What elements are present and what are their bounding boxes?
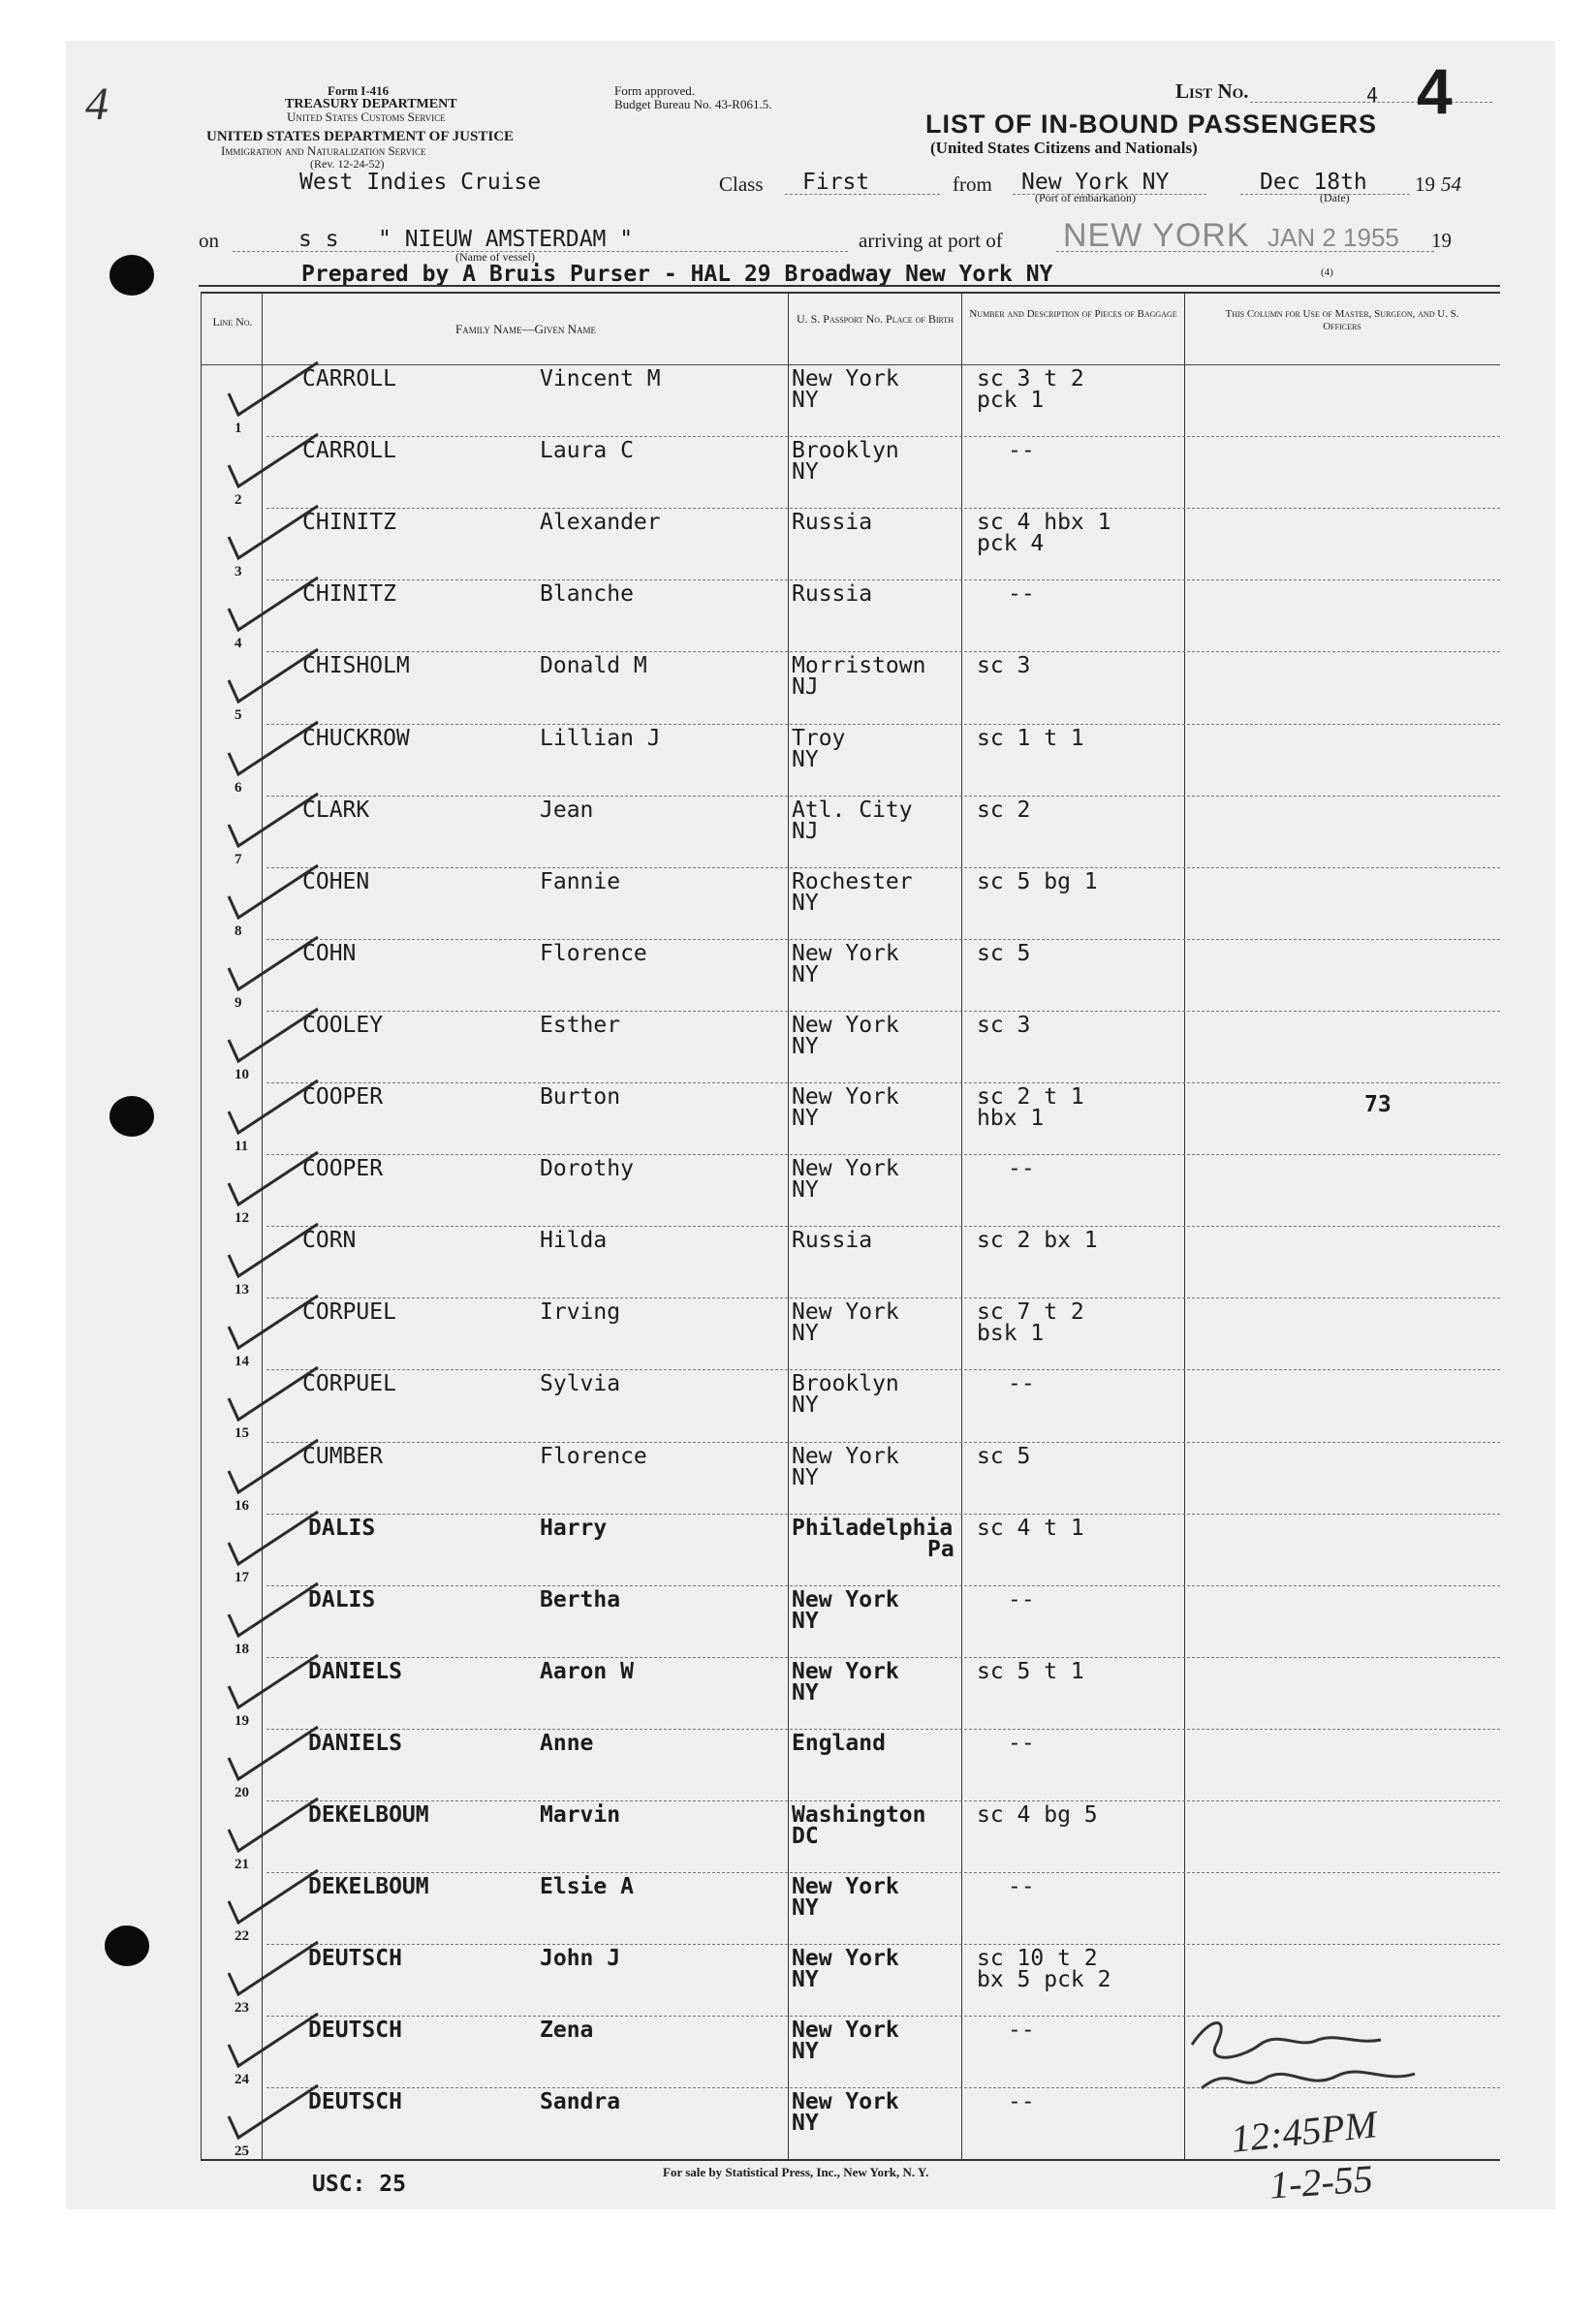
- form-number: Form I-416: [328, 83, 390, 98]
- baggage-line-1: sc 1 t 1: [977, 725, 1084, 751]
- given-name: Dorothy: [540, 1156, 634, 1182]
- line-number: 7: [235, 851, 242, 867]
- given-name: Elsie A: [540, 1874, 634, 1900]
- check-mark-icon: [221, 1719, 328, 1797]
- family-name: COHEN: [302, 868, 370, 894]
- check-mark-icon: [221, 2006, 328, 2083]
- baggage-line-1: sc 3 t 2: [977, 366, 1084, 391]
- line-number: 22: [235, 1928, 249, 1945]
- row-divider: [266, 1226, 1500, 1227]
- row-divider: [266, 1729, 1500, 1730]
- check-mark-icon: [221, 929, 328, 1007]
- vessel-prefix: s s: [298, 227, 339, 252]
- header-name: Family Name—Given Name: [455, 322, 596, 336]
- birth-place: Russia: [792, 1228, 873, 1254]
- family-name: DANIELS: [308, 1730, 402, 1756]
- family-name: CORN: [302, 1228, 357, 1254]
- given-name: Alexander: [540, 510, 661, 536]
- line-number: 2: [235, 492, 242, 509]
- birth-state: NY: [792, 1679, 819, 1706]
- given-name: Florence: [540, 940, 647, 966]
- birth-state: NY: [792, 1393, 819, 1419]
- check-mark-icon: [221, 1862, 328, 1940]
- arrival-line: [1056, 251, 1434, 252]
- row-divider: [266, 1514, 1500, 1515]
- birth-place: Brooklyn: [792, 438, 899, 464]
- line-number: 25: [235, 2144, 249, 2160]
- arrival-year-suffix: 19: [1431, 229, 1452, 252]
- line-number: 6: [235, 779, 242, 796]
- line-number: 11: [235, 1139, 249, 1154]
- family-name: CORPUEL: [302, 1371, 396, 1397]
- check-mark-icon: [221, 570, 328, 647]
- check-mark-icon: [221, 714, 328, 792]
- given-name: Sylvia: [540, 1371, 621, 1397]
- birth-place: New York: [792, 940, 899, 966]
- birth-place: Russia: [792, 510, 873, 536]
- class-label: Class: [719, 172, 764, 196]
- check-mark-icon: [221, 786, 328, 863]
- given-name: Vincent M: [540, 366, 661, 391]
- birth-state: NY: [792, 1106, 819, 1131]
- footnote-marker: (4): [1321, 266, 1333, 278]
- list-no-label: List No.: [1175, 79, 1249, 103]
- birth-state: NY: [792, 1177, 819, 1204]
- given-name: John J: [540, 1946, 621, 1972]
- row-divider: [266, 1585, 1500, 1586]
- birth-place: New York: [792, 1586, 899, 1612]
- check-mark-icon: [221, 355, 328, 432]
- header-officers: This Column for Use of Master, Surgeon, and U. S. Officers: [1225, 308, 1459, 332]
- family-name: DEUTSCH: [308, 1946, 402, 1972]
- row-divider: [266, 579, 1500, 580]
- birth-place: Troy: [792, 725, 846, 751]
- binder-hole-bottom: [105, 1925, 149, 1966]
- handwritten-date: 1-2-55: [1267, 2156, 1375, 2207]
- justice-department: UNITED STATES DEPARTMENT OF JUSTICE: [206, 129, 515, 144]
- handwritten-time: 12:45PM: [1229, 2102, 1380, 2161]
- line-number: 15: [235, 1425, 249, 1442]
- list-no-value: 4: [1366, 83, 1379, 107]
- birth-state: NY: [792, 890, 819, 916]
- baggage-line-1: sc 5: [977, 1443, 1031, 1469]
- port-caption: (Port of embarkation): [1035, 191, 1136, 204]
- line-number: 16: [235, 1497, 249, 1514]
- birth-place: Russia: [792, 581, 873, 608]
- line-number: 24: [235, 2072, 249, 2088]
- baggage-line-1: sc 3: [977, 1012, 1031, 1038]
- class-line: [785, 194, 940, 195]
- given-name: Hilda: [540, 1228, 608, 1254]
- header-passport: U. S. Passport No. Place of Birth: [796, 312, 954, 326]
- baggage-line-1: sc 5 t 1: [977, 1658, 1084, 1684]
- check-mark-icon: [221, 498, 328, 576]
- row-divider: [266, 508, 1500, 509]
- family-name: CHINITZ: [302, 510, 396, 536]
- line-number: 8: [235, 923, 242, 939]
- check-mark-icon: [221, 1144, 328, 1222]
- line-number: 10: [235, 1066, 249, 1082]
- line-number: 17: [235, 1569, 249, 1585]
- birth-state: DC: [792, 1824, 819, 1849]
- family-name: DEUTSCH: [308, 2089, 402, 2115]
- given-name: Lillian J: [540, 725, 661, 751]
- baggage-line-1: --: [1008, 1371, 1035, 1397]
- baggage-line-1: sc 10 t 2: [977, 1946, 1098, 1972]
- row-divider: [266, 939, 1500, 940]
- birth-state: NY: [792, 2111, 819, 2137]
- birth-state: NJ: [792, 674, 819, 701]
- birth-place: New York: [792, 1874, 899, 1900]
- line-number: 14: [235, 1354, 249, 1370]
- document-subtitle: (United States Citizens and Nationals): [930, 139, 1198, 157]
- baggage-line-1: --: [1008, 1874, 1035, 1900]
- birth-place: New York: [792, 2089, 899, 2115]
- birth-place: New York: [792, 1084, 899, 1110]
- header-bottom-rule: [201, 364, 1500, 365]
- family-name: DALIS: [308, 1586, 376, 1612]
- family-name: DEUTSCH: [308, 2018, 402, 2044]
- row-divider: [266, 1011, 1500, 1012]
- date-caption: (Date): [1320, 191, 1350, 204]
- given-name: Irving: [540, 1299, 621, 1326]
- revision-date: (Rev. 12-24-52): [310, 157, 385, 171]
- check-mark-icon: [221, 1360, 328, 1437]
- baggage-line-2: bx 5 pck 2: [977, 1967, 1111, 1993]
- baggage-line-1: sc 2 bx 1: [977, 1228, 1098, 1254]
- row-divider: [266, 796, 1500, 797]
- given-name: Zena: [540, 2018, 594, 2044]
- given-name: Harry: [540, 1515, 608, 1541]
- baggage-line-2: pck 4: [977, 531, 1045, 557]
- line-number: 18: [235, 1641, 249, 1657]
- vessel-line: [233, 251, 848, 252]
- check-mark-icon: [221, 1288, 328, 1365]
- birth-state: Pa: [927, 1536, 954, 1562]
- immigration-service: Immigration and Naturalization Service: [221, 143, 426, 158]
- baggage-line-1: sc 2 t 1: [977, 1084, 1084, 1110]
- line-number: 3: [235, 564, 242, 580]
- family-name: CLARK: [302, 797, 370, 823]
- birth-state: NY: [792, 1608, 819, 1634]
- birth-place: New York: [792, 1946, 899, 1972]
- baggage-line-1: --: [1008, 438, 1035, 464]
- check-mark-icon: [221, 1934, 328, 2012]
- given-name: Aaron W: [540, 1658, 634, 1684]
- baggage-line-2: bsk 1: [977, 1321, 1045, 1347]
- officer-signature: [1173, 2006, 1424, 2113]
- family-name: CHUCKROW: [302, 725, 410, 751]
- line-number: 21: [235, 1857, 249, 1872]
- birth-place: Washington: [792, 1802, 926, 1828]
- check-mark-icon: [221, 1073, 328, 1150]
- corner-mark: 4: [85, 78, 109, 130]
- baggage-line-1: --: [1008, 581, 1035, 608]
- printer-credit: For sale by Statistical Press, Inc., New York, N. Y.: [663, 2165, 929, 2179]
- check-mark-icon: [221, 1001, 328, 1079]
- line-number: 1: [235, 421, 242, 436]
- family-name: CUMBER: [302, 1443, 384, 1469]
- given-name: Burton: [540, 1084, 621, 1110]
- from-label: from: [953, 172, 992, 196]
- on-label: on: [199, 229, 219, 252]
- row-divider: [266, 1800, 1500, 1801]
- family-name: DEKELBOUM: [308, 1802, 429, 1828]
- class-value: First: [802, 170, 870, 195]
- birth-place: Morristown: [792, 653, 926, 679]
- usc-count: USC: 25: [312, 2172, 406, 2197]
- birth-place: Philadelphia: [792, 1515, 954, 1541]
- table-left-border: [201, 292, 202, 2159]
- birth-state: NY: [792, 388, 819, 413]
- line-number: 23: [235, 2000, 249, 2017]
- year-value: 54: [1441, 172, 1461, 196]
- baggage-line-1: sc 7 t 2: [977, 1299, 1084, 1326]
- line-number: 19: [235, 1712, 249, 1729]
- birth-state: NY: [792, 1321, 819, 1347]
- birth-place: New York: [792, 1443, 899, 1469]
- row-divider: [266, 1369, 1500, 1370]
- baggage-line-2: pck 1: [977, 388, 1045, 413]
- row-divider: [266, 867, 1500, 868]
- line-number: 20: [235, 1784, 249, 1800]
- birth-state: NJ: [792, 818, 819, 844]
- family-name: COOPER: [302, 1156, 384, 1182]
- list-big-number: 4: [1417, 55, 1453, 127]
- given-name: Florence: [540, 1443, 647, 1469]
- check-mark-icon: [221, 858, 328, 935]
- baggage-line-1: sc 5: [977, 940, 1031, 966]
- birth-place: New York: [792, 1156, 899, 1182]
- given-name: Donald M: [540, 653, 647, 679]
- given-name: Esther: [540, 1012, 621, 1038]
- row-divider: [266, 1442, 1500, 1443]
- birth-state: NY: [792, 1033, 819, 1059]
- given-name: Jean: [540, 797, 594, 823]
- family-name: CHISHOLM: [302, 653, 410, 679]
- arrival-stamp-port: NEW YORK: [1063, 217, 1250, 254]
- arriving-label: arriving at port of: [859, 229, 1003, 252]
- line-number: 9: [235, 994, 242, 1011]
- given-name: Marvin: [540, 1802, 621, 1828]
- check-mark-icon: [221, 1647, 328, 1725]
- vessel-name: " NIEUW AMSTERDAM ": [378, 227, 634, 252]
- customs-service: United States Customs Service: [287, 110, 446, 124]
- birth-place: New York: [792, 366, 899, 391]
- row-divider: [266, 1944, 1500, 1945]
- baggage-line-1: --: [1008, 2018, 1035, 2044]
- given-name: Fannie: [540, 868, 621, 894]
- birth-state: NY: [792, 746, 819, 772]
- family-name: CORPUEL: [302, 1299, 396, 1326]
- row-divider: [266, 651, 1500, 652]
- binder-hole-middle: [110, 1096, 154, 1137]
- arrival-stamp-date: JAN 2 1955: [1267, 223, 1399, 252]
- document-title: LIST OF IN-BOUND PASSENGERS: [925, 110, 1378, 139]
- family-name: COOPER: [302, 1084, 384, 1110]
- given-name: Anne: [540, 1730, 594, 1756]
- row-divider: [266, 1872, 1500, 1873]
- birth-place: England: [792, 1730, 886, 1756]
- baggage-line-1: sc 2: [977, 797, 1031, 823]
- birth-state: NY: [792, 1464, 819, 1490]
- check-mark-icon: [221, 426, 328, 504]
- baggage-line-1: --: [1008, 1586, 1035, 1612]
- officer-note: 73: [1364, 1092, 1392, 1117]
- birth-place: New York: [792, 1012, 899, 1038]
- family-name: COOLEY: [302, 1012, 384, 1038]
- birth-place: New York: [792, 1658, 899, 1684]
- table-top-border: [201, 292, 1500, 294]
- baggage-line-1: sc 4 bg 5: [977, 1802, 1098, 1828]
- birth-state: NY: [792, 459, 819, 485]
- form-approval: Form approved.: [614, 83, 696, 98]
- row-divider: [266, 724, 1500, 725]
- baggage-line-1: --: [1008, 1156, 1035, 1182]
- header-rule: [199, 285, 1500, 287]
- treasury-department: TREASURY DEPARTMENT: [285, 97, 457, 111]
- from-value: New York NY: [1021, 170, 1170, 195]
- baggage-line-1: --: [1008, 1730, 1035, 1756]
- family-name: DANIELS: [308, 1658, 402, 1684]
- check-mark-icon: [221, 1216, 328, 1294]
- birth-place: Brooklyn: [792, 1371, 899, 1397]
- vessel-caption: (Name of vessel): [455, 250, 535, 264]
- baggage-line-1: sc 5 bg 1: [977, 868, 1098, 894]
- birth-place: New York: [792, 2018, 899, 2044]
- baggage-line-1: sc 3: [977, 653, 1031, 679]
- check-mark-icon: [221, 1576, 328, 1653]
- family-name: DALIS: [308, 1515, 376, 1541]
- baggage-line-1: --: [1008, 2089, 1035, 2115]
- year-prefix: 19: [1415, 172, 1435, 196]
- family-name: DEKELBOUM: [308, 1874, 429, 1900]
- line-number: 5: [235, 707, 242, 724]
- given-name: Laura C: [540, 438, 634, 464]
- birth-state: NY: [792, 1895, 819, 1922]
- line-number: 4: [235, 636, 242, 652]
- family-name: CARROLL: [302, 438, 396, 464]
- given-name: Sandra: [540, 2089, 621, 2115]
- given-name: Bertha: [540, 1586, 621, 1612]
- row-divider: [266, 1082, 1500, 1083]
- row-divider: [266, 436, 1500, 437]
- baggage-line-1: sc 4 t 1: [977, 1515, 1084, 1541]
- given-name: Blanche: [540, 581, 634, 608]
- check-mark-icon: [221, 1432, 328, 1510]
- family-name: CHINITZ: [302, 581, 396, 608]
- check-mark-icon: [221, 2078, 328, 2155]
- baggage-line-2: hbx 1: [977, 1106, 1045, 1131]
- row-divider: [266, 1154, 1500, 1155]
- baggage-line-1: sc 4 hbx 1: [977, 510, 1111, 536]
- family-name: CARROLL: [302, 366, 396, 391]
- birth-place: Atl. City: [792, 797, 913, 823]
- birth-state: NY: [792, 961, 819, 987]
- birth-state: NY: [792, 1967, 819, 1993]
- departure-date: Dec 18th: [1260, 170, 1367, 195]
- birth-place: Rochester: [792, 868, 913, 894]
- check-mark-icon: [221, 642, 328, 719]
- row-divider: [266, 1657, 1500, 1658]
- cruise-name: West Indies Cruise: [299, 170, 542, 195]
- birth-place: New York: [792, 1299, 899, 1326]
- birth-state: NY: [792, 2039, 819, 2065]
- line-number: 13: [235, 1282, 249, 1299]
- line-number: 12: [235, 1210, 249, 1227]
- check-mark-icon: [221, 1504, 328, 1581]
- budget-bureau: Budget Bureau No. 43-R061.5.: [614, 97, 772, 111]
- row-divider: [266, 1298, 1500, 1299]
- header-line-no: Line No.: [212, 315, 253, 329]
- binder-hole-top: [110, 255, 154, 296]
- header-baggage: Number and Description of Pieces of Baggage: [969, 308, 1177, 320]
- prepared-by: Prepared by A Bruis Purser - HAL 29 Broadway New York NY: [301, 262, 1053, 287]
- check-mark-icon: [221, 1791, 328, 1868]
- family-name: COHN: [302, 940, 357, 966]
